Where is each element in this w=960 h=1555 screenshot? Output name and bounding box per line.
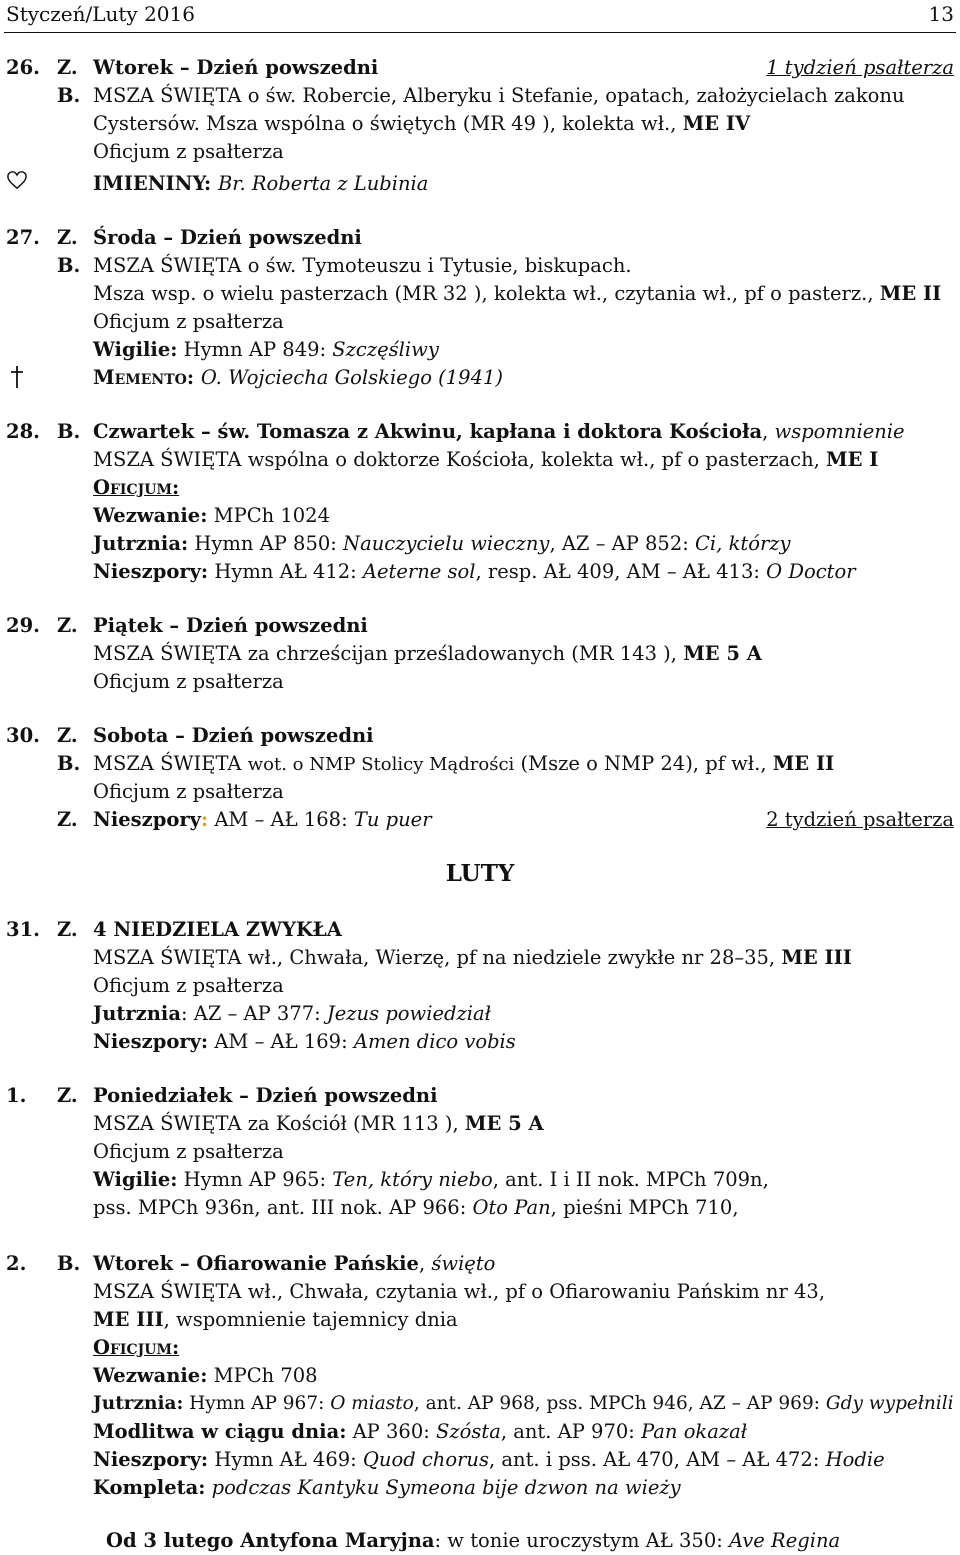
officium-line: Oficjum z psałterza [93, 670, 284, 693]
liturgical-color: Z. [57, 56, 78, 79]
day-title: Poniedziałek – Dzień powszedni [93, 1084, 438, 1107]
day-title: Piątek – Dzień powszedni [93, 614, 368, 637]
day-title: Środa – Dzień powszedni [93, 226, 362, 249]
liturgical-color: Z. [57, 918, 78, 941]
mass-line: MSZA ŚWIĘTA wł., Chwała, czytania wł., pf o Ofiarowaniu Pańskim nr 43, [93, 1280, 826, 1303]
dagger-cross-icon [6, 365, 28, 393]
liturgical-color: B. [57, 1252, 81, 1275]
liturgical-color-secondary: B. [57, 84, 81, 107]
lauds-line: Jutrznia: Hymn AP 967: O miasto, ant. AP 968, pss. MPCh 946, AZ – AP 969: Gdy wypełnili [93, 1393, 954, 1414]
invitatory-line: Wezwanie: MPCh 1024 [93, 504, 330, 527]
liturgical-color-secondary: B. [57, 752, 81, 775]
officium-heading: Oficjum: [93, 476, 180, 499]
officium-line: Oficjum z psałterza [93, 1140, 284, 1163]
nameday-line: IMIENINY: Br. Roberta z Lubinia [93, 172, 429, 195]
vigils-line: Wigilie: Hymn AP 965: Ten, który niebo, ant. I i II nok. MPCh 709n, [93, 1168, 769, 1191]
day-title: Wtorek – Dzień powszedni [93, 56, 379, 79]
liturgical-color: Z. [57, 1084, 78, 1107]
mass-line: Cystersów. Msza wspólna o świętych (MR 49 ), kolekta wł., ME IV [93, 112, 751, 135]
officium-line: Oficjum z psałterza [93, 310, 284, 333]
liturgical-color: B. [57, 420, 81, 443]
vespers-line: Nieszpory: Hymn AŁ 412: Aeterne sol, resp. AŁ 409, AM – AŁ 413: O Doctor [93, 560, 856, 583]
midday-prayer-line: Modlitwa w ciągu dnia: AP 360: Szósta, ant. AP 970: Pan okazał [93, 1420, 748, 1443]
psalter-week: 1 tydzień psałterza [766, 56, 954, 79]
liturgical-color: Z. [57, 724, 78, 747]
marian-antiphon-note: Od 3 lutego Antyfona Maryjna: w tonie uroczystym AŁ 350: Ave Regina [106, 1529, 841, 1552]
mass-line: MSZA ŚWIĘTA wspólna o doktorze Kościoła, kolekta wł., pf o pasterzach, ME I [93, 448, 879, 471]
day-number: 31. [6, 918, 40, 941]
lauds-line: Jutrznia: AZ – AP 377: Jezus powiedział [93, 1002, 491, 1025]
page-title: Styczeń/Luty 2016 [6, 2, 195, 26]
officium-heading: Oficjum: [93, 1336, 180, 1359]
liturgical-color: Z. [57, 226, 78, 249]
psalter-week: 2 tydzień psałterza [766, 808, 954, 831]
mass-line: MSZA ŚWIĘTA o św. Tymoteuszu i Tytusie, biskupach. [93, 254, 632, 277]
day-number: 27. [6, 226, 40, 249]
lauds-line: Jutrznia: Hymn AP 850: Nauczycielu wieczny, AZ – AP 852: Ci, którzy [93, 532, 791, 555]
day-number: 29. [6, 614, 40, 637]
heart-outline-icon [6, 170, 28, 198]
officium-line: Oficjum z psałterza [93, 140, 284, 163]
officium-line: Oficjum z psałterza [93, 780, 284, 803]
vespers-line: Nieszpory: AM – AŁ 169: Amen dico vobis [93, 1030, 516, 1053]
day-number: 26. [6, 56, 40, 79]
mass-line: MSZA ŚWIĘTA wł., Chwała, Wierzę, pf na niedziele zwykłe nr 28–35, ME III [93, 946, 852, 969]
mass-line: Msza wsp. o wielu pasterzach (MR 32 ), kolekta wł., czytania wł., pf o pasterz., ME II [93, 282, 942, 305]
mass-line: MSZA ŚWIĘTA o św. Robercie, Alberyku i Stefanie, opatach, założycielach zakonu [93, 84, 905, 107]
page-number: 13 [928, 2, 954, 26]
day-number: 1. [6, 1084, 27, 1107]
invitatory-line: Wezwanie: MPCh 708 [93, 1364, 318, 1387]
liturgical-color-vespers: Z. [57, 808, 78, 831]
memento-line: Memento: O. Wojciecha Golskiego (1941) [93, 366, 503, 389]
vigils-line-continued: pss. MPCh 936n, ant. III nok. AP 966: Oto Pan, pieśni MPCh 710, [93, 1196, 739, 1219]
mass-line: MSZA ŚWIĘTA za chrześcijan prześladowanych (MR 143 ), ME 5 A [93, 642, 762, 665]
mass-line: MSZA ŚWIĘTA za Kościół (MR 113 ), ME 5 A [93, 1112, 544, 1135]
vespers-line: Nieszpory: Hymn AŁ 469: Quod chorus, ant. i pss. AŁ 470, AM – AŁ 472: Hodie [93, 1448, 885, 1471]
vigils-line: Wigilie: Hymn AP 849: Szczęśliwy [93, 338, 439, 361]
day-number: 2. [6, 1252, 27, 1275]
compline-line: Kompleta: podczas Kantyku Symeona bije dzwon na wieży [93, 1476, 681, 1499]
month-heading: LUTY [445, 860, 515, 887]
day-number: 28. [6, 420, 40, 443]
liturgical-color: Z. [57, 614, 78, 637]
officium-line: Oficjum z psałterza [93, 974, 284, 997]
page-header [6, 2, 954, 28]
day-title: Wtorek – Ofiarowanie Pańskie, święto [93, 1252, 496, 1275]
mass-line: ME III, wspomnienie tajemnicy dnia [93, 1308, 458, 1331]
day-number: 30. [6, 724, 40, 747]
header-rule [4, 32, 956, 33]
day-title: Czwartek – św. Tomasza z Akwinu, kapłana i doktora Kościoła, wspomnienie [93, 420, 905, 443]
day-title: 4 NIEDZIELA ZWYKŁA [93, 918, 342, 941]
mass-line: MSZA ŚWIĘTA wot. o NMP Stolicy Mądrości (Msze o NMP 24), pf wł., ME II [93, 752, 835, 775]
day-title: Sobota – Dzień powszedni [93, 724, 374, 747]
vespers-line: Nieszpory: AM – AŁ 168: Tu puer [93, 808, 432, 831]
liturgical-color-secondary: B. [57, 254, 81, 277]
